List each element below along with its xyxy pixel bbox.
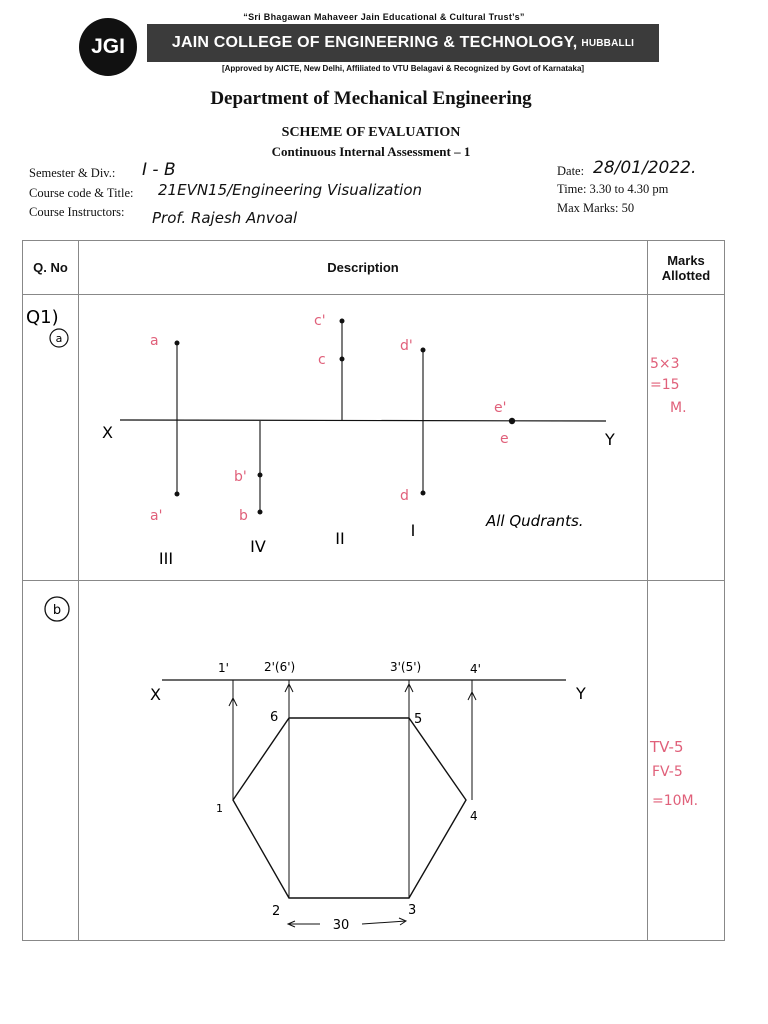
label-d1: d' [400,338,413,354]
x-label: X [150,685,161,704]
qno-header: Q. No [23,241,79,295]
marks-line: =15 [650,377,680,393]
marks-line: 5×3 [650,356,680,372]
date-label: Date: [557,164,585,178]
sub-question-label: a [55,332,63,345]
college-city: HUBBALLI [581,37,635,49]
question-number: Q1) [26,307,59,328]
trust-name: “Sri Bhagawan Mahaveer Jain Educational & Cultural Trust’s” [243,12,525,22]
label-a1: a' [150,508,163,524]
point-c1 [340,319,345,324]
point-b1 [258,473,263,478]
xy-reference-line [120,420,606,421]
scheme-title: SCHEME OF EVALUATION [281,125,461,140]
tv-label: 5 [414,712,423,727]
fv-label: 1' [218,661,229,675]
college-name: JAIN COLLEGE OF ENGINEERING & TECHNOLOGY, [171,34,578,51]
semester-label: Semester & Div.: [29,166,116,180]
quadrant-label: III [158,549,174,568]
date-value: 28/01/2022. [593,158,697,178]
fv-label: 2'(6') [264,660,296,674]
marks-line: TV-5 [650,738,684,756]
course-label: Course code & Title: [29,186,134,200]
point-b [258,510,263,515]
tv-label: 4 [470,809,478,823]
sub-question-label: b [52,603,62,618]
marks-line: FV-5 [652,764,683,780]
instructor-value: Prof. Rajesh Anvoal [152,209,298,227]
tv-label: 1 [216,802,223,815]
quadrant-label: II [335,529,345,548]
tv-label: 3 [408,903,417,918]
label-c1: c' [314,313,326,329]
marks-line: =10M. [652,793,699,809]
label-b: b [239,508,248,524]
fv-label: 3'(5') [390,660,422,674]
label-a: a [150,333,159,349]
point-d [421,491,426,496]
exam-time: Time: 3.30 to 4.30 pm [557,182,669,196]
label-b1: b' [234,469,247,485]
approval-line: [Approved by AICTE, New Delhi, Affiliated to VTU Belagavi & Recognized by Govt of Karnataka] [221,64,585,73]
label-d: d [400,488,409,504]
assessment-title: Continuous Internal Assessment – 1 [271,144,471,159]
marks-header-line1: Marks [667,252,705,268]
point-a1 [175,492,180,497]
point-d1 [421,348,426,353]
course-value: 21EVN15/Engineering Visualization [158,181,423,199]
college-logo: JGI [79,18,137,76]
description-header: Description [79,241,648,295]
dimension-value: 30 [332,918,350,933]
point-c [340,357,345,362]
department-title: Department of Mechanical Engineering [210,88,532,109]
quadrants-note: All Qudrants. [486,512,584,530]
instructor-label: Course Instructors: [29,205,125,219]
point-e [509,418,515,424]
label-e: e [500,431,509,447]
hexagon-top-view [233,718,466,898]
fv-label: 4' [470,662,481,676]
y-label: Y [576,684,586,703]
marks-header-line2: Allotted [661,267,711,283]
quadrant-label: IV [250,537,266,556]
marks-line: M. [670,400,687,416]
x-label: X [102,423,113,442]
label-c: c [318,352,326,368]
y-label: Y [605,430,615,449]
dimension-line [362,921,406,924]
tv-label: 6 [270,710,279,725]
point-a [175,341,180,346]
semester-value: I - B [142,160,176,180]
label-e1: e' [494,400,507,416]
tv-label: 2 [272,904,281,919]
quadrant-label: I [410,521,416,540]
max-marks: Max Marks: 50 [557,201,635,215]
